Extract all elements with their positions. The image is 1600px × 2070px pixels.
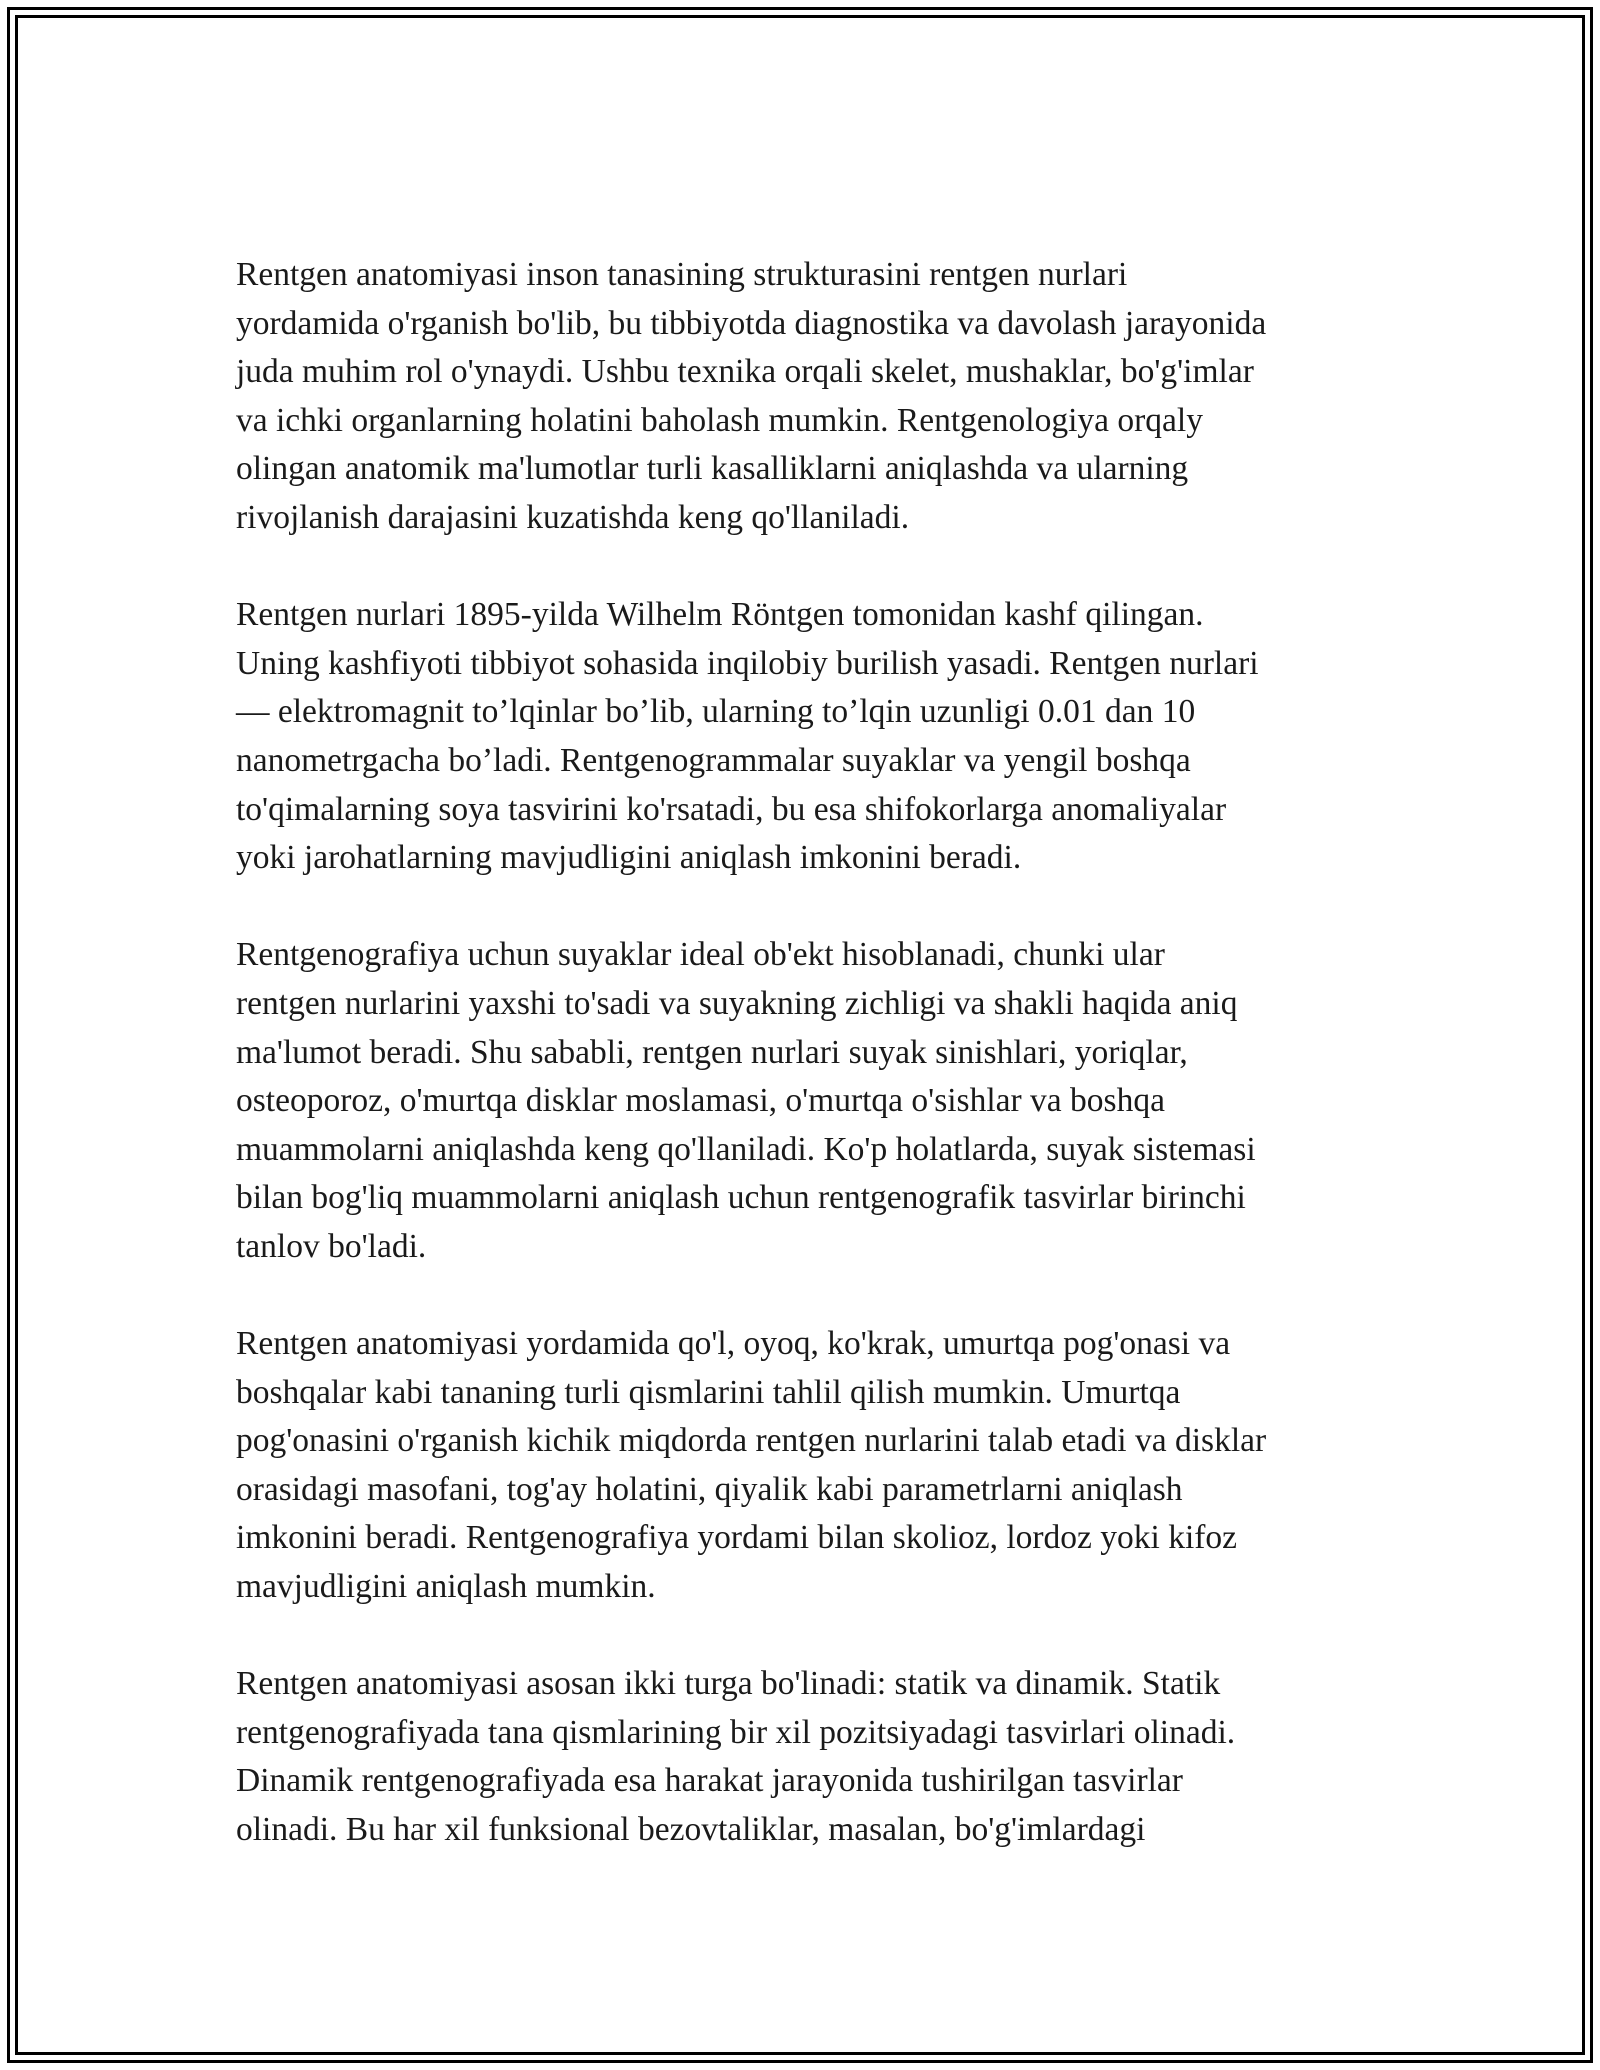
paragraph-4: Rentgen anatomiyasi yordamida qo'l, oyoq, ko'krak, umurtqa pog'onasi va boshqalar kabi tananing turli qismlarini tahlil qilish mumkin. Umurtqa pog'onasini o'rganish kichik miqdorda rentgen nurlarini talab etadi va disklar orasidagi masofani, tog'ay holatini, qiyalik kabi parametrlarni aniqlash imkonini beradi. Rentgenografiya yordami bilan skolioz, lordoz yoki kifoz mavjudligini aniqlash mumkin. xyxy=(236,1325,1267,1606)
paragraph-5: Rentgen anatomiyasi asosan ikki turga bo'linadi: statik va dinamik. Statik rentgenografiyada tana qismlarining bir xil pozitsiyadagi tasvirlari olinadi. Dinamik rentgenografiyada esa harakat jarayonida tushirilgan tasvirlar olinadi. Bu har xil funksional bezovtaliklar, masalan, bo'g'imlardagi xyxy=(236,1665,1236,1848)
paragraph-3: Rentgenografiya uchun suyaklar ideal ob'ekt hisoblanadi, chunki ular rentgen nurlarini yaxshi to'sadi va suyakning zichligi va shakli haqida aniq ma'lumot beradi. Shu sababli, rentgen nurlari suyak sinishlari, yoriqlar, osteoporoz, o'murtqa disklar moslamasi, o'murtqa o'sishlar va boshqa muammolarni aniqlashda keng qo'llaniladi. Ko'p holatlarda, suyak sistemasi bilan bog'liq muammolarni aniqlash uchun rentgenografik tasvirlar birinchi tanlov bo'ladi. xyxy=(236,936,1256,1265)
document-body xyxy=(236,251,1376,1855)
paragraph-2: Rentgen nurlari 1895-yilda Wilhelm Röntgen tomonidan kashf qilingan. Uning kashfiyoti tibbiyot sohasida inqilobiy burilish yasadi. Rentgen nurlari — elektromagnit to’lqinlar bo’lib, ularning to’lqin uzunligi 0.01 dan 10 nanometrgacha bo’ladi. Rentgenogrammalar suyaklar va yengil boshqa to'qimalarning soya tasvirini ko'rsatadi, bu esa shifokorlarga anomaliyalar yoki jarohatlarning mavjudligini aniqlash imkonini beradi. xyxy=(236,596,1259,877)
paragraph-1: Rentgen anatomiyasi inson tanasining strukturasini rentgen nurlari yordamida o'rganish bo'lib, bu tibbiyotda diagnostika va davolash jarayonida juda muhim rol o'ynaydi. Ushbu texnika orqali skelet, mushaklar, bo'g'imlar va ichki organlarning holatini baholash mumkin. Rentgenologiya orqaly olingan anatomik ma'lumotlar turli kasalliklarni aniqlashda va ularning rivojlanish darajasini kuzatishda keng qo'llaniladi. xyxy=(236,256,1267,536)
